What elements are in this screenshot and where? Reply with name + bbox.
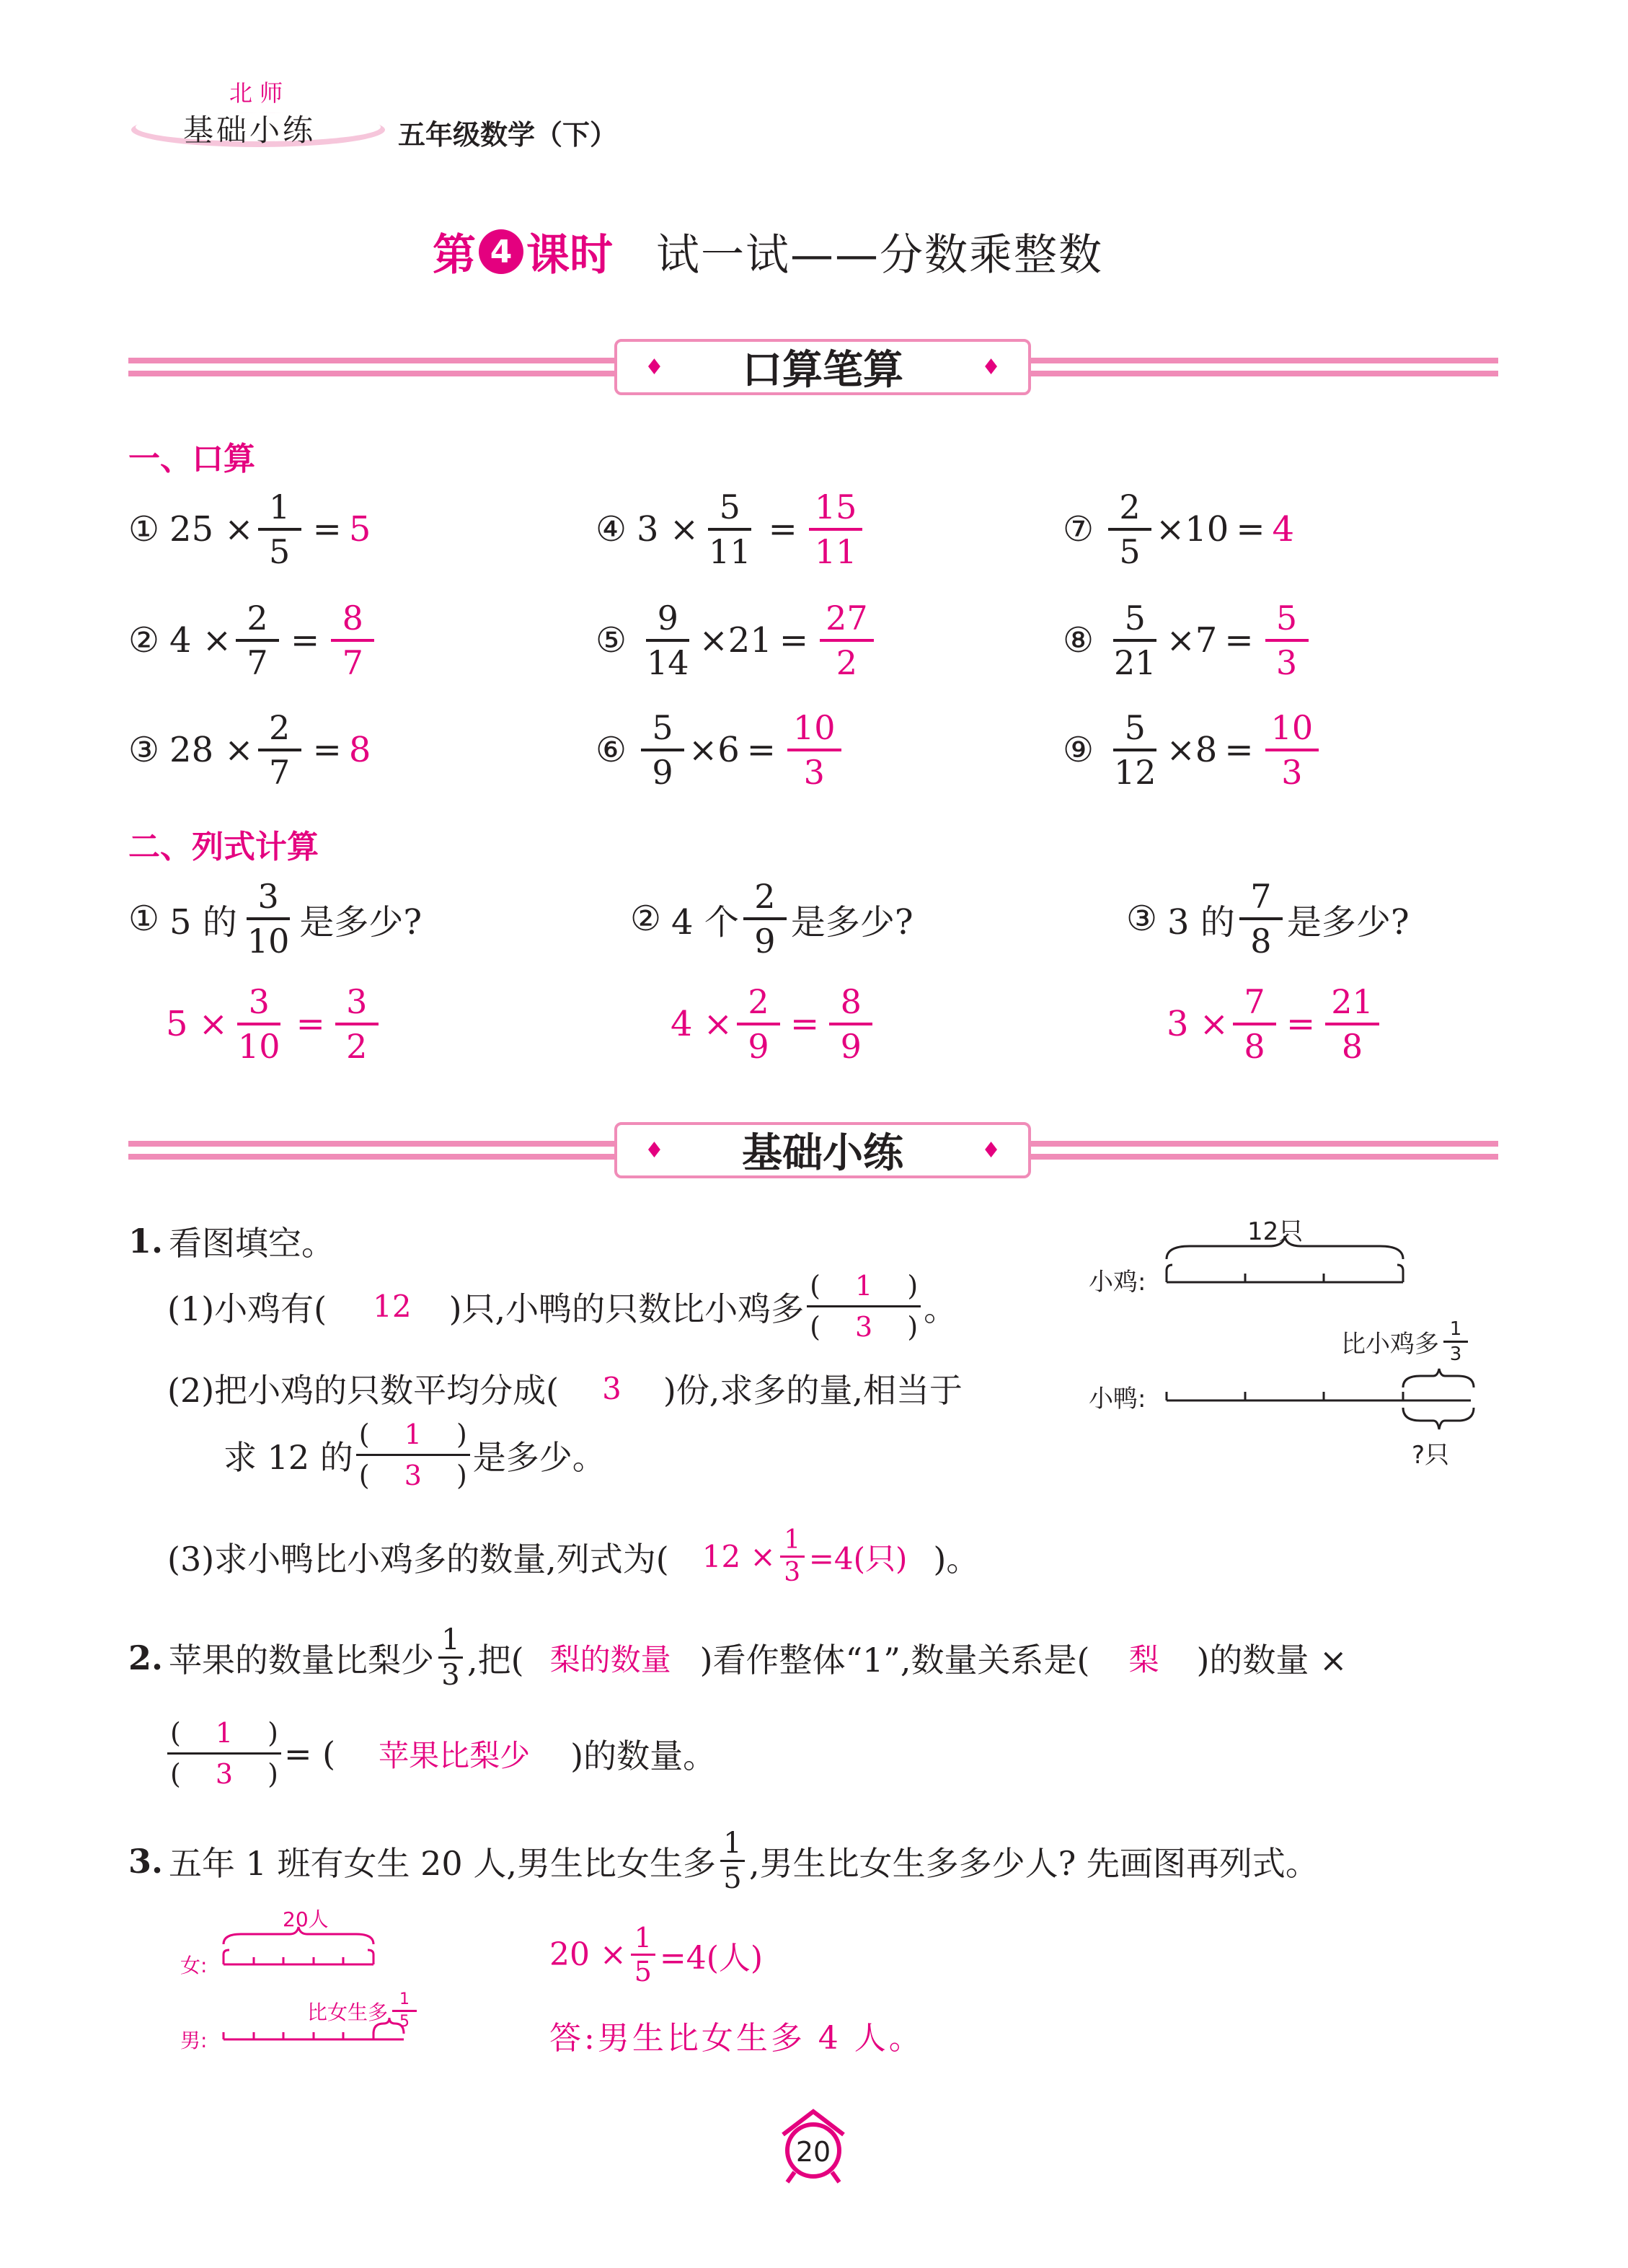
written-answer-text: 3 ×	[1167, 1004, 1229, 1044]
oral-item-equals: =	[312, 730, 342, 770]
written-question-label: ①	[128, 899, 160, 939]
q3-figure	[173, 1904, 461, 2062]
q1-stem-text: 看图填空。	[169, 1224, 335, 1263]
oral-item-label: ⑨	[1063, 730, 1094, 770]
frac-den: 7	[247, 643, 268, 682]
fraction	[743, 877, 787, 961]
lesson-prefix: 第	[433, 230, 476, 281]
fraction	[1108, 599, 1162, 682]
q1-figure	[1081, 1212, 1500, 1471]
written-question-text: 是多少?	[1286, 901, 1410, 943]
q1-p2-fraction-blank: ( 1 ) ( 3 )	[356, 1421, 470, 1489]
q1-p1-text: (1)小鸡有(	[167, 1289, 327, 1328]
frac-den: 3	[803, 753, 825, 792]
frac-num: 1	[780, 1527, 805, 1558]
q1-p3-answer	[702, 1527, 908, 1586]
frac-den: 11	[709, 532, 751, 571]
frac-num: 8	[829, 985, 872, 1025]
frac-num: 1	[720, 1829, 745, 1862]
frac-num: 3	[237, 985, 280, 1025]
fraction	[1108, 708, 1162, 792]
oral-item-answer	[820, 599, 874, 682]
q3-stem	[128, 1829, 1319, 1893]
q3-solution	[549, 1924, 763, 1985]
oral-item-answer	[1265, 708, 1319, 792]
q1-p2-text2: )份,求多的量,相当于	[663, 1371, 963, 1410]
q1-part2-cont	[224, 1418, 606, 1491]
frac-den: 9	[652, 753, 673, 792]
frac-num: 5	[1113, 601, 1156, 642]
frac-num: 21	[1325, 985, 1379, 1025]
q3-fraction	[720, 1829, 745, 1893]
q3-sol-b: =4(人)	[659, 1939, 764, 1977]
written-answer-equals: =	[1286, 1004, 1316, 1044]
q1-fig-more-text: 比小鸡多	[1341, 1330, 1439, 1359]
q2-blank-den: 3	[215, 1758, 234, 1790]
oral-item	[1063, 487, 1295, 571]
frac-num: 1	[258, 490, 301, 531]
written-question	[1126, 877, 1410, 961]
q3-fig-boy-label: 男:	[180, 2029, 208, 2052]
q3-answer: 答:男生比女生多 4 人。	[549, 2020, 924, 2057]
q1-p1-fraction-den: 3	[855, 1311, 873, 1343]
frac-den: 10	[238, 1027, 280, 1066]
frac-den: 9	[748, 1027, 769, 1066]
diamond-icon: ♦	[981, 1137, 1001, 1163]
oral-item-equals: =	[1224, 620, 1254, 661]
q1-p2-text: (2)把小鸡的只数平均分成(	[167, 1371, 559, 1410]
oral-item-equals: =	[746, 730, 777, 770]
frac-den: 8	[1341, 1027, 1363, 1066]
oral-item-multiplier: ×8	[1166, 730, 1218, 770]
fraction	[829, 982, 872, 1066]
oral-item-label: ⑤	[596, 620, 627, 661]
q3-number: 3.	[128, 1841, 164, 1881]
oral-item-multiplier: 28 ×	[169, 730, 254, 770]
frac-den: 5	[399, 2013, 410, 2031]
q3-fig-girl-label: 女:	[180, 1954, 208, 1977]
section1-title: 口算笔算	[742, 347, 903, 394]
frac-den: 10	[247, 922, 290, 961]
frac-den: 8	[1244, 1027, 1265, 1066]
q2-line2	[164, 1719, 716, 1788]
oral-item-multiplier: 4 ×	[169, 620, 232, 661]
oral-item	[596, 599, 878, 682]
frac-den: 9	[754, 922, 776, 961]
oral-item-multiplier: 25 ×	[169, 509, 254, 550]
oral-item-answer: 5	[348, 509, 371, 550]
oral-item-label: ①	[128, 509, 160, 550]
q3-sol-a: 20 ×	[549, 1936, 627, 1973]
oral-item-label: ⑦	[1063, 509, 1094, 550]
oral-item-label: ②	[128, 620, 160, 661]
q1-number: 1.	[128, 1222, 164, 1261]
fraction	[1325, 982, 1379, 1066]
frac-den: 3	[784, 1558, 801, 1587]
book-title: 五年级数学（下）	[398, 119, 618, 151]
oral-item-label: ④	[596, 509, 627, 550]
q1-stem	[128, 1217, 335, 1265]
q1-p3-end: )。	[933, 1539, 980, 1579]
q3-fig-more-text: 比女生多	[307, 2000, 389, 2024]
oral-item-equals: =	[779, 620, 809, 661]
written-question	[128, 877, 423, 961]
frac-num: 5	[1265, 601, 1309, 642]
frac-num: 3	[335, 985, 379, 1025]
frac-num: 7	[1239, 880, 1283, 920]
fraction	[258, 487, 301, 571]
frac-num: 2	[236, 601, 279, 642]
q2-text-a: 苹果的数量比梨少	[169, 1640, 435, 1680]
frac-num: 15	[809, 490, 863, 531]
oral-item-equals: =	[1236, 509, 1265, 550]
fraction	[258, 708, 301, 792]
q2-text-c: )看作整体“1”,数量关系是(	[699, 1640, 1090, 1680]
oral-item	[128, 708, 371, 792]
q2-text-d: )的数量 ×	[1196, 1640, 1348, 1680]
q2-text-e: = (	[284, 1734, 336, 1773]
fraction	[236, 599, 279, 682]
fraction	[1108, 487, 1151, 571]
frac-den: 11	[814, 532, 857, 571]
logo-top-text: 北 师	[229, 79, 283, 107]
q1-p1-fraction-blank: ( 1 ) ( 3 )	[807, 1272, 921, 1341]
written-answer	[671, 982, 877, 1066]
oral-item-label: ⑥	[596, 730, 627, 770]
oral-item-equals: =	[312, 509, 342, 550]
written-answer-equals: =	[790, 1004, 820, 1044]
written-question-text: 5 的	[169, 901, 237, 943]
q2-blank-num: 1	[215, 1717, 234, 1749]
frac-num: 9	[646, 601, 689, 642]
frac-num: 1	[438, 1625, 463, 1659]
q2-fraction-blank: ( 1 ) ( 3 )	[167, 1719, 281, 1788]
fraction	[641, 599, 695, 682]
fraction	[703, 487, 757, 571]
frac-num: 10	[787, 711, 841, 751]
frac-den: 14	[647, 643, 689, 682]
frac-num: 1	[392, 1992, 417, 2012]
oral-item-answer	[809, 487, 863, 571]
frac-num: 2	[258, 711, 301, 751]
oral-item	[1063, 599, 1313, 682]
frac-num: 2	[737, 985, 780, 1025]
q1-p2-text3: 求 12 的	[224, 1437, 353, 1477]
fraction	[737, 982, 780, 1066]
frac-den: 3	[1449, 1343, 1462, 1365]
oral-item-multiplier: ×7	[1166, 620, 1218, 661]
written-answer-text: 5 ×	[166, 1004, 229, 1044]
frac-den: 5	[723, 1862, 742, 1895]
frac-num: 5	[708, 490, 751, 531]
oral-item	[128, 487, 371, 571]
frac-den: 5	[634, 1956, 652, 1987]
frac-num: 3	[247, 880, 290, 920]
lesson-title: 试一试——分数乘整数	[656, 230, 1103, 281]
q1-p1-fraction-num: 1	[855, 1270, 873, 1302]
q3-fig-total: 20人	[283, 1907, 329, 1931]
written-question	[630, 877, 913, 961]
oral-item-multiplier: ×6	[689, 730, 740, 770]
frac-den: 2	[346, 1027, 368, 1066]
q1-part2	[167, 1364, 963, 1412]
q3-text-b: ,男生比女生多多少人? 先画图再列式。	[748, 1843, 1319, 1883]
frac-num: 27	[820, 601, 874, 642]
oral-item-answer: 8	[348, 730, 371, 770]
diamond-icon: ♦	[981, 354, 1001, 380]
written-question-text: 是多少?	[299, 901, 423, 943]
lesson-suffix: 课时	[526, 230, 613, 281]
frac-den: 5	[1119, 532, 1141, 571]
oral-heading: 一、口算	[128, 441, 255, 477]
oral-item-answer	[787, 708, 841, 792]
q1-p3-ans-b: =4(只)	[808, 1540, 908, 1576]
frac-num: 1	[1443, 1320, 1468, 1343]
q1-part3	[167, 1527, 979, 1586]
oral-item-multiplier: ×10	[1156, 509, 1229, 550]
lesson-number: 4	[490, 233, 513, 270]
q2-text-f: )的数量。	[570, 1736, 717, 1775]
oral-item-answer	[331, 599, 374, 682]
written-answer	[166, 982, 383, 1066]
frac-den: 3	[441, 1659, 460, 1692]
frac-den: 2	[836, 643, 857, 682]
frac-num: 5	[641, 711, 684, 751]
diamond-icon: ♦	[645, 1137, 664, 1163]
oral-item-multiplier: 3 ×	[637, 509, 699, 550]
q1-p2-end: 是多少。	[472, 1437, 606, 1477]
q1-p3-ans-frac	[780, 1527, 805, 1586]
frac-den: 5	[268, 532, 291, 571]
frac-den: 21	[1114, 643, 1156, 682]
q1-p2-fraction-den: 3	[404, 1460, 422, 1491]
oral-item-equals: =	[768, 509, 797, 550]
section2-title: 基础小练	[742, 1130, 903, 1177]
fraction	[242, 877, 296, 961]
frac-den: 12	[1114, 753, 1156, 792]
written-answer-equals: =	[296, 1004, 325, 1044]
q1-p1-answer: 12	[373, 1289, 412, 1324]
frac-num: 2	[1108, 490, 1151, 531]
logo-main-text: 基础小练	[183, 112, 317, 148]
frac-num: 5	[1113, 711, 1156, 751]
q1-p1-text2: )只,小鸭的只数比小鸡多	[448, 1289, 805, 1328]
q1-part1	[167, 1272, 957, 1341]
frac-den: 9	[840, 1027, 862, 1066]
q1-fig-question: ?只	[1412, 1441, 1450, 1470]
frac-num: 8	[331, 601, 374, 642]
oral-item-label: ⑧	[1063, 620, 1094, 661]
fraction	[1233, 982, 1276, 1066]
written-answer-text: 4 ×	[671, 1004, 733, 1044]
fraction	[232, 982, 286, 1066]
oral-item	[596, 708, 846, 792]
oral-item-label: ③	[128, 730, 160, 770]
frac-den: 3	[1275, 643, 1298, 682]
fraction	[335, 982, 379, 1066]
written-question-label: ③	[1126, 899, 1158, 939]
q1-fig-total: 12只	[1247, 1217, 1304, 1246]
q1-fig-duck-label: 小鸭:	[1089, 1385, 1146, 1413]
q1-p3-ans-a: 12 ×	[702, 1539, 776, 1574]
q2-line1	[128, 1625, 1348, 1690]
oral-item-answer: 4	[1272, 509, 1295, 550]
header-logo	[128, 69, 388, 156]
frac-den: 3	[1281, 753, 1303, 792]
q3-sol-frac	[631, 1924, 655, 1985]
frac-num: 2	[743, 880, 787, 920]
q1-p3-text: (3)求小鸭比小鸡多的数量,列式为(	[167, 1539, 669, 1579]
q1-fig-chick-label: 小鸡:	[1089, 1268, 1146, 1297]
frac-den: 8	[1250, 922, 1272, 961]
written-answer	[1167, 982, 1384, 1066]
oral-item	[1063, 708, 1323, 792]
q2-answer3: 苹果比梨少	[379, 1737, 531, 1773]
oral-item	[128, 599, 379, 682]
written-heading: 二、列式计算	[128, 829, 319, 865]
written-question-text: 4 个	[671, 901, 739, 943]
fraction	[641, 708, 684, 792]
page-number-badge	[776, 2106, 851, 2185]
q1-p2-answer: 3	[602, 1370, 621, 1406]
section1-title-box	[614, 339, 1031, 395]
page-number: 20	[795, 2136, 831, 2168]
section2-title-box	[614, 1122, 1031, 1178]
oral-item-equals: =	[291, 620, 320, 661]
q1-p2-fraction-num: 1	[404, 1418, 422, 1450]
lesson-number-badge	[479, 229, 523, 274]
fraction	[1239, 877, 1283, 961]
oral-item-multiplier: ×21	[699, 620, 772, 661]
frac-den: 7	[268, 753, 291, 792]
q2-answer2: 梨	[1128, 1641, 1159, 1677]
frac-num: 1	[631, 1924, 655, 1956]
q2-fraction	[438, 1625, 463, 1690]
q2-number: 2.	[128, 1638, 164, 1677]
frac-num: 7	[1233, 985, 1276, 1025]
oral-item	[596, 487, 867, 571]
written-question-text: 3 的	[1167, 901, 1235, 943]
q2-answer1: 梨的数量	[549, 1641, 671, 1677]
q1-p1-end: 。	[924, 1289, 957, 1328]
q2-text-b: ,把(	[467, 1640, 524, 1680]
q3-fig-lines	[173, 1904, 461, 2062]
oral-item-answer	[1265, 599, 1309, 682]
written-question-label: ②	[630, 899, 662, 939]
q3-text-a: 五年 1 班有女生 20 人,男生比女生多	[169, 1843, 716, 1883]
oral-item-equals: =	[1224, 730, 1254, 770]
q1-fig-lines	[1081, 1212, 1500, 1471]
written-question-text: 是多少?	[790, 901, 913, 943]
frac-num: 10	[1265, 711, 1319, 751]
lesson-heading	[433, 221, 1103, 283]
frac-den: 7	[342, 643, 363, 682]
diamond-icon: ♦	[645, 354, 664, 380]
